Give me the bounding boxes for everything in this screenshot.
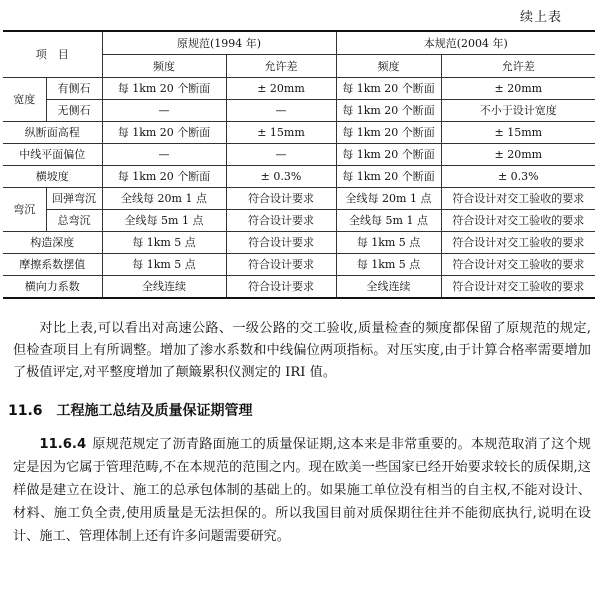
section-heading — [8, 400, 253, 420]
table-row — [3, 188, 595, 210]
row-group-label: 宽度 — [3, 78, 46, 122]
row-item-label: 有侧石 — [46, 78, 102, 100]
table-row — [3, 210, 595, 232]
row-item-label: 总弯沉 — [46, 210, 102, 232]
table-cell: ± 20mm — [226, 78, 336, 100]
sub-header: 频度 — [102, 55, 226, 78]
table-cell: 不小于设计宽度 — [441, 100, 595, 122]
table-row — [3, 232, 595, 254]
table-cell: 符合设计对交工验收的要求 — [441, 276, 595, 299]
table-cell: 符合设计要求 — [226, 188, 336, 210]
table-row — [3, 122, 595, 144]
table-header-row — [3, 31, 595, 55]
table-cell: 符合设计要求 — [226, 276, 336, 299]
row-item-label: 摩擦系数摆值 — [3, 254, 102, 276]
table-cell: 每 1km 5 点 — [336, 254, 441, 276]
table-cell: 全线连续 — [102, 276, 226, 299]
table-row — [3, 144, 595, 166]
table-row — [3, 276, 595, 299]
table-cell: 符合设计要求 — [226, 254, 336, 276]
new-spec-header: 本规范(2004 年) — [336, 31, 595, 55]
table-row — [3, 254, 595, 276]
sub-header: 允许差 — [226, 55, 336, 78]
clause-text: 原规范规定了沥青路面施工的质量保证期,这本来是非常重要的。本规范取消了这个规定是因为它属于管理范畴,不在本规范的范围之内。现在欧美一些国家已经开始要求较长的质保期,这样做是建立在设计、施工的总承包体制的基础上的。如果施工单位没有相当的自主权,不能对设计、材料、施工负全责,使用质量是无法担保的。所以我国目前对质保期往往并不能彻底执行,说明在设计、施工、管理体制上还有许多问题需要研究。 — [13, 437, 591, 544]
table-cell: 每 1km 20 个断面 — [336, 166, 441, 188]
table-cell: 符合设计对交工验收的要求 — [441, 210, 595, 232]
table-cell: — — [226, 144, 336, 166]
table-cell: — — [102, 144, 226, 166]
table-cell: 每 1km 20 个断面 — [102, 166, 226, 188]
table-cell: 每 1km 5 点 — [102, 254, 226, 276]
table-cell: 全线每 20m 1 点 — [336, 188, 441, 210]
continued-label: 续上表 — [519, 10, 562, 25]
section-number: 11.6 — [8, 403, 43, 419]
old-spec-header: 原规范(1994 年) — [102, 31, 336, 55]
table-cell: 符合设计要求 — [226, 232, 336, 254]
table-row — [3, 100, 595, 122]
row-item-label: 横坡度 — [3, 166, 102, 188]
table-cell: 每 1km 20 个断面 — [336, 122, 441, 144]
table-cell: — — [226, 100, 336, 122]
table-cell: ± 15mm — [441, 122, 595, 144]
table-cell: 全线每 5m 1 点 — [336, 210, 441, 232]
table-cell: ± 20mm — [441, 144, 595, 166]
item-header: 项 目 — [3, 31, 102, 78]
row-item-label: 纵断面高程 — [3, 122, 102, 144]
row-item-label: 回弹弯沉 — [46, 188, 102, 210]
row-item-label: 横向力系数 — [3, 276, 102, 299]
table-cell: 符合设计对交工验收的要求 — [441, 232, 595, 254]
clause-number: 11.6.4 — [39, 437, 87, 452]
table-row — [3, 166, 595, 188]
clause-paragraph — [13, 433, 591, 548]
row-item-label: 无侧石 — [46, 100, 102, 122]
sub-header: 允许差 — [441, 55, 595, 78]
row-group-label: 弯沉 — [3, 188, 46, 232]
table-cell: 每 1km 20 个断面 — [102, 122, 226, 144]
table-cell: 每 1km 5 点 — [336, 232, 441, 254]
row-item-label: 中线平面偏位 — [3, 144, 102, 166]
table-cell: 符合设计要求 — [226, 210, 336, 232]
table-cell: 符合设计对交工验收的要求 — [441, 188, 595, 210]
table-row — [3, 78, 595, 100]
table-cell: ± 15mm — [226, 122, 336, 144]
table-cell: 每 1km 5 点 — [102, 232, 226, 254]
table-cell: 符合设计对交工验收的要求 — [441, 254, 595, 276]
table-cell: 全线连续 — [336, 276, 441, 299]
table-cell: 全线每 5m 1 点 — [102, 210, 226, 232]
row-item-label: 构造深度 — [3, 232, 102, 254]
table-cell: 每 1km 20 个断面 — [336, 100, 441, 122]
spec-comparison-table — [3, 30, 595, 299]
section-title: 工程施工总结及质量保证期管理 — [56, 403, 253, 419]
table-cell: — — [102, 100, 226, 122]
table-cell: 全线每 20m 1 点 — [102, 188, 226, 210]
table-cell: ± 0.3% — [441, 166, 595, 188]
table-cell: 每 1km 20 个断面 — [336, 78, 441, 100]
comparison-paragraph: 对比上表,可以看出对高速公路、一级公路的交工验收,质量检查的频度都保留了原规范的规定,但检查项目上有所调整。增加了渗水系数和中线偏位两项指标。对压实度,由于计算合格率需要增加了极值评定,对平整度增加了颠簸累积仪测定的 IRI 值。 — [13, 321, 591, 380]
table-cell: 每 1km 20 个断面 — [336, 144, 441, 166]
sub-header: 频度 — [336, 55, 441, 78]
table-cell: ± 0.3% — [226, 166, 336, 188]
table-cell: ± 20mm — [441, 78, 595, 100]
table-cell: 每 1km 20 个断面 — [102, 78, 226, 100]
